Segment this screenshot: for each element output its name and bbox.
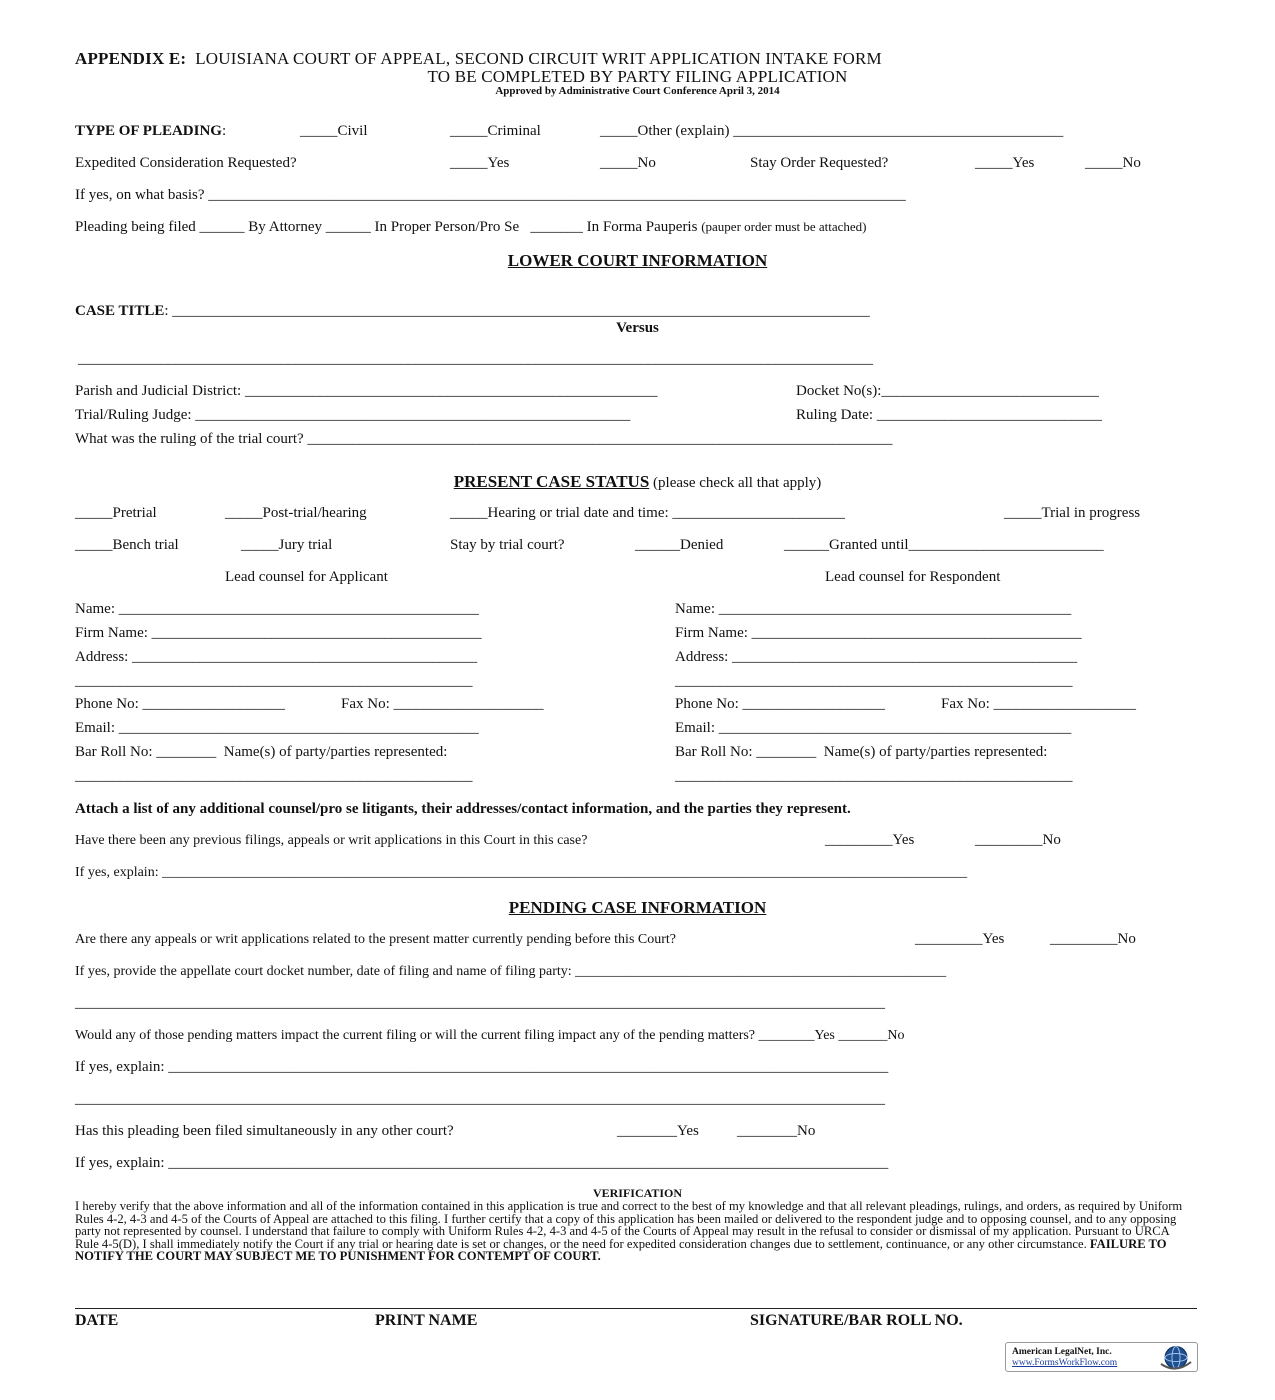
respondent-address-line2[interactable]: _____________________________________________________	[675, 673, 1073, 689]
applicant-phone-field[interactable]: Phone No: ___________________	[75, 696, 285, 712]
form-title-text: LOUISIANA COURT OF APPEAL, SECOND CIRCUIT WRIT APPLICATION INTAKE FORM	[195, 49, 882, 68]
applicant-fax-field[interactable]: Fax No: ____________________	[341, 696, 544, 712]
applicant-address-line2[interactable]: _____________________________________________________	[75, 673, 473, 689]
case-status-note: (please check all that apply)	[653, 475, 822, 491]
lower-court-heading: LOWER COURT INFORMATION	[507, 251, 768, 270]
pending-case-heading: PENDING CASE INFORMATION	[508, 898, 767, 917]
applicant-name-field[interactable]: Name: ________________________________________________	[75, 601, 479, 617]
applicant-firm-field[interactable]: Firm Name: ____________________________________________	[75, 625, 482, 641]
stay-denied-checkbox[interactable]: ______Denied	[635, 537, 724, 553]
simultaneous-no[interactable]: ________No	[737, 1123, 816, 1139]
case-status-heading-row	[0, 473, 1275, 491]
bench-trial-checkbox[interactable]: _____Bench trial	[75, 537, 179, 553]
pending-appeals-question: Are there any appeals or writ applications related to the present matter currently pending before this Court?	[75, 932, 677, 947]
criminal-checkbox[interactable]: _____Criminal	[450, 123, 541, 139]
applicant-bar-roll-field[interactable]: Bar Roll No: ________ Name(s) of party/parties represented:	[75, 744, 448, 760]
form-title-line1	[75, 50, 882, 67]
applicant-address-field[interactable]: Address: ______________________________________________	[75, 649, 478, 665]
appellate-docket-field[interactable]: If yes, provide the appellate court docket number, date of filing and name of filing party: _____________________________________________________	[75, 964, 947, 979]
verification-heading: VERIFICATION	[592, 1186, 683, 1200]
stay-trial-label: Stay by trial court?	[450, 537, 565, 553]
appendix-label: APPENDIX E:	[75, 49, 187, 68]
parish-field[interactable]: Parish and Judicial District: _______________________________________________________	[75, 383, 658, 399]
company-name: American LegalNet, Inc.	[1012, 1347, 1112, 1357]
globe-icon	[1158, 1344, 1194, 1371]
post-trial-checkbox[interactable]: _____Post-trial/hearing	[225, 505, 367, 521]
previous-filings-question: Have there been any previous filings, appeals or writ applications in this Court in this case?	[75, 833, 588, 848]
case-status-heading: PRESENT CASE STATUS	[453, 472, 650, 491]
pretrial-checkbox[interactable]: _____Pretrial	[75, 505, 157, 521]
attach-note: Attach a list of any additional counsel/pro se litigants, their addresses/contact information, and the parties they represent.	[75, 801, 851, 817]
trial-in-progress-checkbox[interactable]: _____Trial in progress	[1004, 505, 1141, 521]
simultaneous-explain-field[interactable]: If yes, explain: ________________________________________________________________________________________________	[75, 1155, 889, 1171]
type-of-pleading-label: TYPE OF PLEADING	[75, 123, 222, 139]
case-title-field[interactable]: : _____________________________________________________________________________________________	[164, 303, 870, 319]
impact-explain-field[interactable]: If yes, explain: ________________________________________________________________________________________________	[75, 1059, 889, 1075]
signature-label: SIGNATURE/BAR ROLL NO.	[750, 1312, 963, 1329]
applicant-counsel-heading: Lead counsel for Applicant	[225, 569, 388, 585]
pending-appeals-no[interactable]: _________No	[1050, 931, 1136, 947]
verification-body: I hereby verify that the above information and all of the information contained in this application is true and correct to the best of my knowledge and that all relevant pleadings, rulings, and orders, as required by Uniform Rules 4-2, 4-3 and 4-5 of the Courts of Appeal are attached to this filing. I further certify that a copy of this application has been mailed or delivered to the respondent judge and to opposing counsel, and to any opposing party not represented by counsel. I understand that failure to comply with Uniform Rules 4-2, 4-3 and 4-5 of the Courts of Appeal may result in the refusal to consider or dismissal of my application. Pursuant to URCA Rule 4-5(D), I shall immediately notify the Court if any trial or hearing date is set or changes, or the need for expedited consideration changes due to settlement, continuance, or any other circumstance.	[75, 1199, 1183, 1251]
opposing-party-field[interactable]: __________________________________________________________________________________________________________	[78, 351, 873, 367]
civil-checkbox[interactable]: _____Civil	[300, 123, 368, 139]
verification-warning: FAILURE TO NOTIFY THE COURT MAY SUBJECT ME TO PUNISHMENT FOR CONTEMPT OF COURT.	[75, 1236, 1167, 1264]
expedited-no[interactable]: _____No	[600, 155, 656, 171]
stay-order-label: Stay Order Requested?	[750, 155, 889, 171]
pending-appeals-yes[interactable]: _________Yes	[915, 931, 1005, 947]
respondent-address-field[interactable]: Address: ______________________________________________	[675, 649, 1078, 665]
stay-order-no[interactable]: _____No	[1085, 155, 1141, 171]
verification-text	[75, 1200, 1195, 1263]
signature-line[interactable]	[75, 1308, 1197, 1309]
case-title-label: CASE TITLE	[75, 303, 165, 319]
expedited-label: Expedited Consideration Requested?	[75, 155, 297, 171]
american-legalnet-logo[interactable]	[1005, 1342, 1198, 1372]
respondent-fax-field[interactable]: Fax No: ___________________	[941, 696, 1136, 712]
stay-order-yes[interactable]: _____Yes	[975, 155, 1035, 171]
judge-field[interactable]: Trial/Ruling Judge: __________________________________________________________	[75, 407, 631, 423]
pauper-note: (pauper order must be attached)	[701, 219, 867, 234]
hearing-date-field[interactable]: _____Hearing or trial date and time: _______________________	[450, 505, 845, 521]
company-url[interactable]: www.FormsWorkFlow.com	[1012, 1358, 1118, 1368]
print-name-label: PRINT NAME	[375, 1312, 478, 1329]
date-label: DATE	[75, 1312, 119, 1329]
jury-trial-checkbox[interactable]: _____Jury trial	[241, 537, 333, 553]
form-subtitle: TO BE COMPLETED BY PARTY FILING APPLICATION	[427, 67, 848, 86]
respondent-firm-field[interactable]: Firm Name: ____________________________________________	[675, 625, 1082, 641]
type-of-pleading: TYPE OF PLEADING:	[75, 123, 227, 139]
respondent-bar-roll-field[interactable]: Bar Roll No: ________ Name(s) of party/parties represented:	[675, 744, 1048, 760]
respondent-counsel-heading: Lead counsel for Respondent	[825, 569, 1001, 585]
previous-filings-no[interactable]: _________No	[975, 832, 1061, 848]
previous-filings-yes[interactable]: _________Yes	[825, 832, 915, 848]
appellate-docket-line2[interactable]: ____________________________________________________________________________________________________________	[75, 995, 885, 1011]
versus-label: Versus	[616, 320, 659, 336]
impact-explain-line2[interactable]: ____________________________________________________________________________________________________________	[75, 1091, 885, 1107]
ruling-date-field[interactable]: Ruling Date: ______________________________	[796, 407, 1102, 423]
basis-field[interactable]: If yes, on what basis? _____________________________________________________________________________________________	[75, 187, 906, 203]
respondent-parties-field[interactable]: _____________________________________________________	[675, 768, 1073, 784]
impact-question[interactable]: Would any of those pending matters impact the current filing or will the current filing impact any of the pending matters? ________Yes _______No	[75, 1028, 905, 1043]
approval-note: Approved by Administrative Court Conference April 3, 2014	[495, 85, 780, 97]
other-field[interactable]: _____Other (explain) ____________________________________________	[600, 123, 1064, 139]
simultaneous-yes[interactable]: ________Yes	[617, 1123, 699, 1139]
expedited-yes[interactable]: _____Yes	[450, 155, 510, 171]
filed-by-text[interactable]: Pleading being filed ______ By Attorney ______ In Proper Person/Pro Se _______ In Forma Pauperis	[75, 219, 698, 235]
simultaneous-question: Has this pleading been filed simultaneously in any other court?	[75, 1123, 454, 1139]
previous-filings-explain[interactable]: If yes, explain: ___________________________________________________________________________________________________________________	[75, 865, 968, 880]
filed-by-row[interactable]	[75, 220, 867, 235]
respondent-email-field[interactable]: Email: _______________________________________________	[675, 720, 1072, 736]
docket-field[interactable]: Docket No(s):_____________________________	[796, 383, 1099, 399]
applicant-parties-field[interactable]: _____________________________________________________	[75, 768, 473, 784]
applicant-email-field[interactable]: Email: ________________________________________________	[75, 720, 479, 736]
respondent-phone-field[interactable]: Phone No: ___________________	[675, 696, 885, 712]
case-title-row[interactable]	[75, 304, 870, 319]
stay-granted-field[interactable]: ______Granted until__________________________	[784, 537, 1104, 553]
respondent-name-field[interactable]: Name: _______________________________________________	[675, 601, 1072, 617]
ruling-field[interactable]: What was the ruling of the trial court? ______________________________________________________________________________	[75, 431, 893, 447]
